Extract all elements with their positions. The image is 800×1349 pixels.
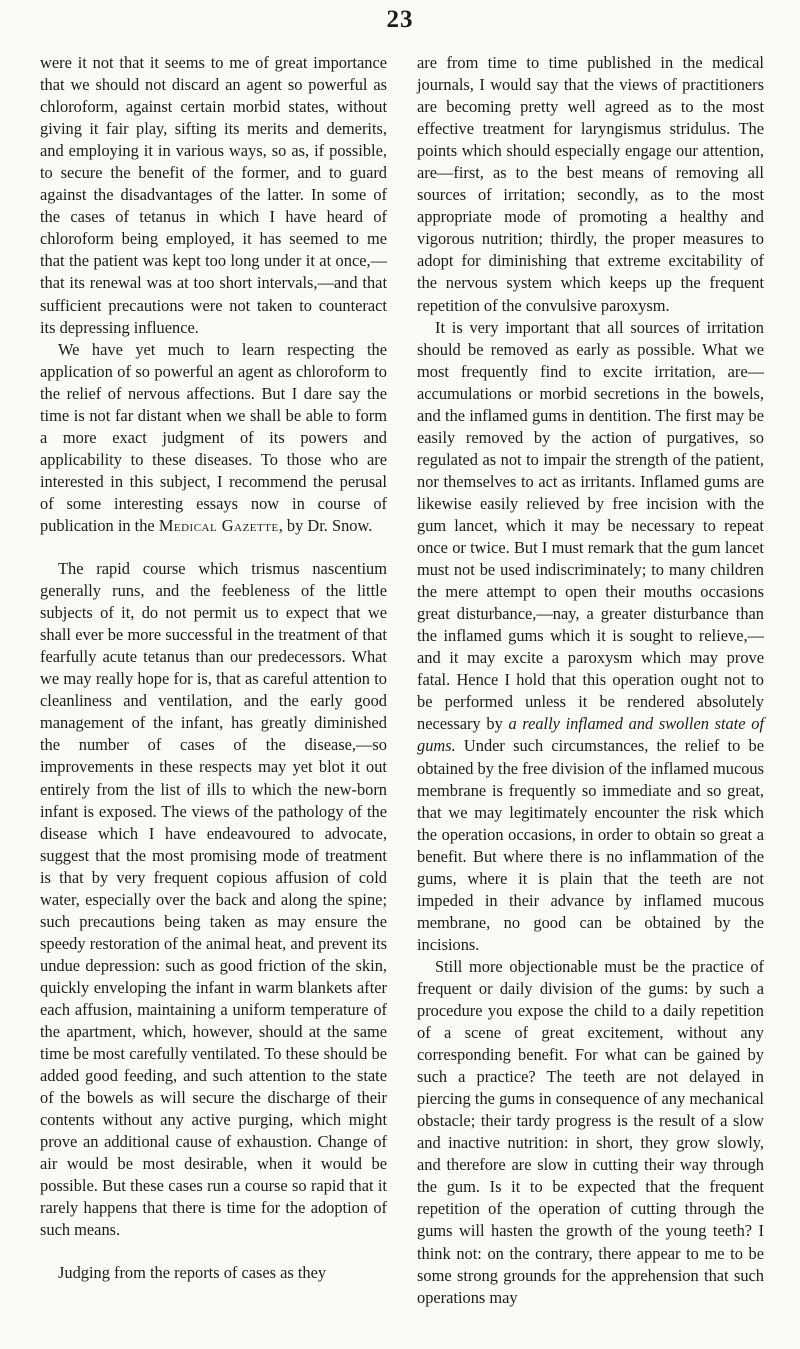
left-paragraph-2-end: , by Dr. Snow. xyxy=(278,515,373,535)
right-paragraph-1: are from time to time published in the medical journals, I would say that the views of practitioners are becoming pretty well agreed as to the most effective treatment for laryngismus stridulus. The points which should especially engage our attention, are—first, as to the best means of removing all sources of irritation; secondly, as to the most appropriate mode of promoting a healthy and vigorous nutrition; thirdly, the proper measures to adopt for diminishing that extreme excitability of the nervous system which keeps up the frequent repetition of the convulsive paroxysm. xyxy=(417,53,764,315)
right-paragraph-2-text: It is very important that all sources of irritation should be removed as early as possible. What we most frequently find to excite irritation, are—accumulations or morbid secretions in the bowels, and the inflamed gums in dentition. The first may be easily removed by the action of purgatives, so regulated as not to impair the strength of the patient, nor themselves to act as irritants. Inflamed gums are likewise easily relieved by free incision with the gum lancet, which it may be necessary to repeat once or twice. But I must remark that the gum lancet must not be used indiscriminately; to many children the mere attempt to open their mouths occasions great disturbance,—nay, a greater disturbance than the inflamed gums which it is sought to relieve,—and it may excite a paroxysm which may prove fatal. Hence I hold that this operation ought not to be performed unless it be rendered absolutely necessary by xyxy=(417,317,764,734)
page-number: 23 xyxy=(386,6,414,33)
left-paragraph-1: were it not that it seems to me of great importance that we should not discard an agent so powerful as chloroform, against certain morbid states, without giving it fair play, sifting its merits and demerits, and employing it in various ways, so as, if possible, to secure the benefit of the former, and to guard against the disadvantages of the latter. In some of the cases of tetanus in which I have heard of chloroform being employed, it has seemed to me that the patient was kept too long under it at once,—that its renewal was at too short intervals,—and that sufficient precautions were not taken to counteract its depressing influence. xyxy=(40,53,387,337)
right-paragraph-2 xyxy=(417,317,764,956)
left-paragraph-2 xyxy=(40,339,387,537)
left-column xyxy=(40,52,387,1285)
right-paragraph-2-end: Under such circumstances, the relief to be obtained by the free division of the inflamed mucous membrane is frequently so immediate and so great, that we may legitimately encounter the risk which the operation occasions, in order to obtain so great a benefit. But where there is no inflammation of the gums, where it is plain that the teeth are not impeded in their advance by inflamed mucous membrane, no good can be obtained by the incisions. xyxy=(417,736,764,954)
left-paragraph-3: The rapid course which trismus nascentium generally runs, and the feebleness of the little subjects of it, do not permit us to expect that we shall ever be more successful in the treatment of that fearfully acute tetanus than our predecessors. What we may really hope for is, that as careful attention to cleanliness and ventilation, and the early good management of the infant, has greatly diminished the number of cases of the disease,—so improvements in these respects may yet blot it out entirely from the list of ills to which the new-born infant is exposed. The views of the pathology of the disease which I have endeavoured to advocate, suggest that the most promising mode of treatment is that by very frequent copious affusion of cold water, especially over the back and along the spine; such precautions being taken as may ensure the speedy restoration of the animal heat, and prevent its undue depression: such as good friction of the skin, quickly enveloping the infant in warm blankets after each affusion, maintaining a uniform temperature of the apartment, which, however, should at the same time be most carefully ventilated. To these should be added good feeding, and such attention to the state of the bowels as will secure the discharge of their contents without any active purging, which might prove an additional cause of exhaustion. Change of air would be most desirable, when it would be possible. But these cases run a course so rapid that it rarely happens that there is time for the adoption of such means. xyxy=(40,559,387,1240)
journal-name: Medical Gazette xyxy=(158,515,279,535)
left-paragraph-2-text: We have yet much to learn respecting the application of so powerful an agent as chloroform to the relief of nervous affections. But I dare say the time is not far distant when we shall be able to form a more exact judgment of its powers and applicability to these diseases. To those who are interested in this subject, I recommend the perusal of some interesting essays now in course of publication in the xyxy=(40,339,387,535)
right-paragraph-3: Still more objectionable must be the practice of frequent or daily division of the gums: by such a procedure you expose the child to a daily repetition of a scene of great excitement, without any corresponding benefit. For what can be gained by such a practice? The teeth are not delayed in piercing the gums in consequence of any mechanical obstacle; their tardy progress is the result of a slow and inactive nutrition: in short, they grow slowly, and therefore are slow in cutting their way through the gum. Is it to be expected that the frequent repetition of the operation of cutting through the gums will hasten the growth of the young teeth? I think not: on the contrary, there appear to me to be some strong grounds for the apprehension that such operations may xyxy=(417,956,764,1307)
left-paragraph-4: Judging from the reports of cases as they xyxy=(58,1263,327,1283)
emphasized-phrase: a really inflamed and swollen state of gums. xyxy=(417,714,764,756)
right-column xyxy=(417,52,764,1309)
